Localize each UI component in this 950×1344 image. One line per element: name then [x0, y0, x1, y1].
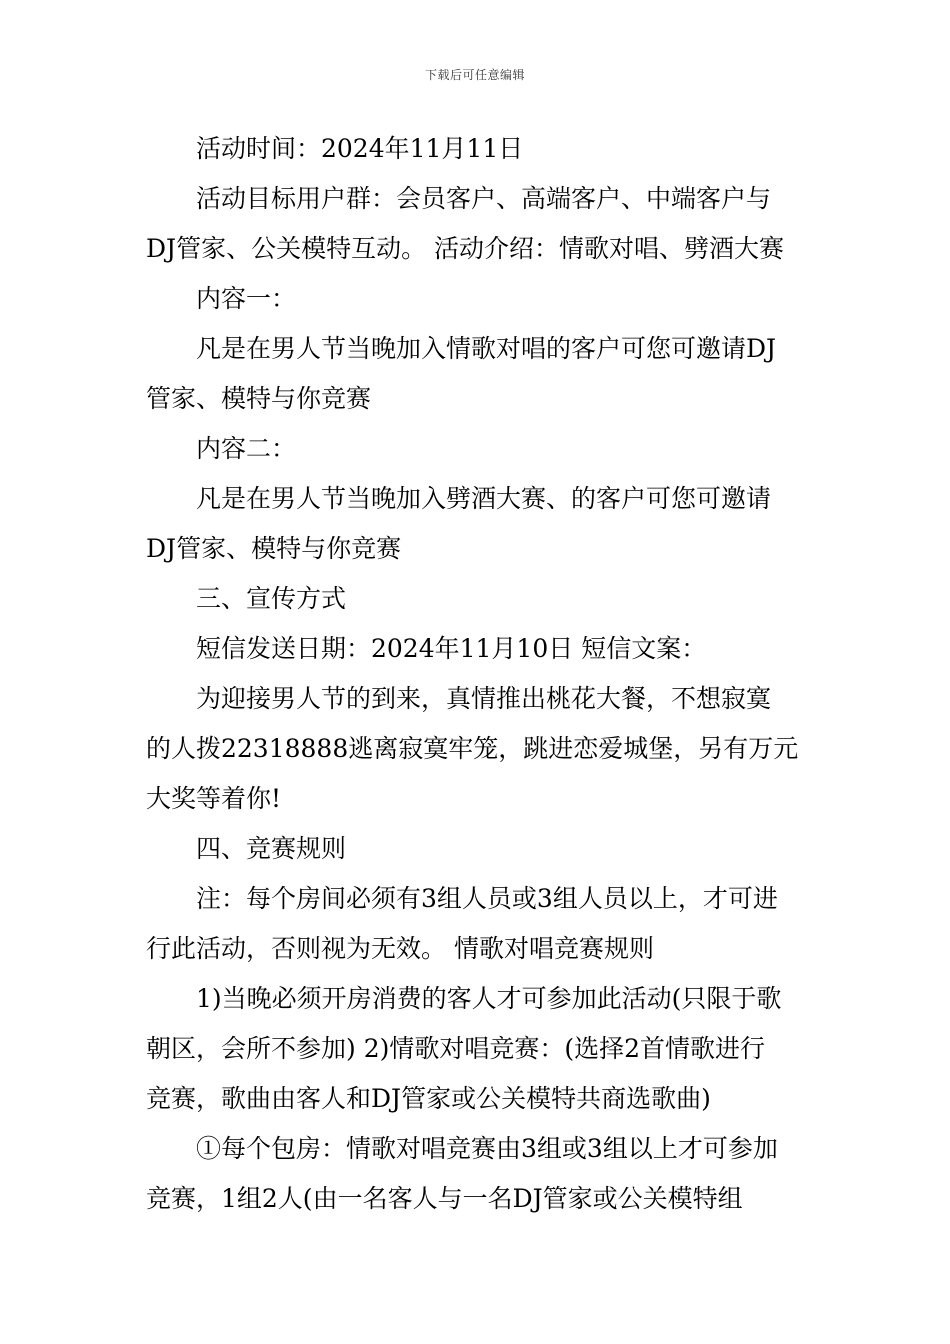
text-line: 竞赛，1组2人(由一名客人与一名DJ管家或公关模特组: [146, 1184, 743, 1213]
text-line: 凡是在男人节当晚加入情歌对唱的客户可您可邀请DJ: [196, 334, 777, 363]
text-line: 朝区，会所不参加) 2)情歌对唱竞赛：(选择2首情歌进行: [146, 1034, 766, 1063]
text-line: 为迎接男人节的到来，真情推出桃花大餐，不想寂寞: [196, 684, 772, 713]
text-line: 大奖等着你!: [146, 784, 282, 813]
text-line: 行此活动，否则视为无效。 情歌对唱竞赛规则: [146, 934, 654, 963]
text-line: 内容一：: [196, 284, 297, 313]
text-line: 管家、模特与你竞赛: [146, 384, 372, 413]
text-line: 凡是在男人节当晚加入劈酒大赛、的客户可您可邀请: [196, 484, 772, 513]
text-line: ①每个包房：情歌对唱竞赛由3组或3组以上才可参加: [196, 1134, 778, 1163]
text-line: 活动目标用户群：会员客户、高端客户、中端客户与: [196, 184, 772, 213]
section-heading: 四、竞赛规则: [196, 834, 347, 863]
text-line: DJ管家、模特与你竞赛: [146, 534, 402, 563]
text-line: 的人拨22318888逃离寂寞牢笼，跳进恋爱城堡，另有万元: [146, 734, 799, 763]
text-line: 竞赛，歌曲由客人和DJ管家或公关模特共商选歌曲): [146, 1084, 711, 1113]
text-line: 活动时间：2024年11月11日: [196, 134, 524, 163]
text-line: DJ管家、公关模特互动。 活动介绍：情歌对唱、劈酒大赛: [146, 234, 785, 263]
text-line: 1)当晚必须开房消费的客人才可参加此活动(只限于歌: [196, 984, 782, 1013]
section-heading: 三、宣传方式: [196, 584, 347, 613]
text-line: 注：每个房间必须有3组人员或3组人员以上，才可进: [196, 884, 778, 913]
text-line: 短信发送日期：2024年11月10日 短信文案：: [196, 634, 707, 663]
header-note: 下载后可任意编辑: [424, 68, 525, 82]
text-line: 内容二：: [196, 434, 297, 463]
